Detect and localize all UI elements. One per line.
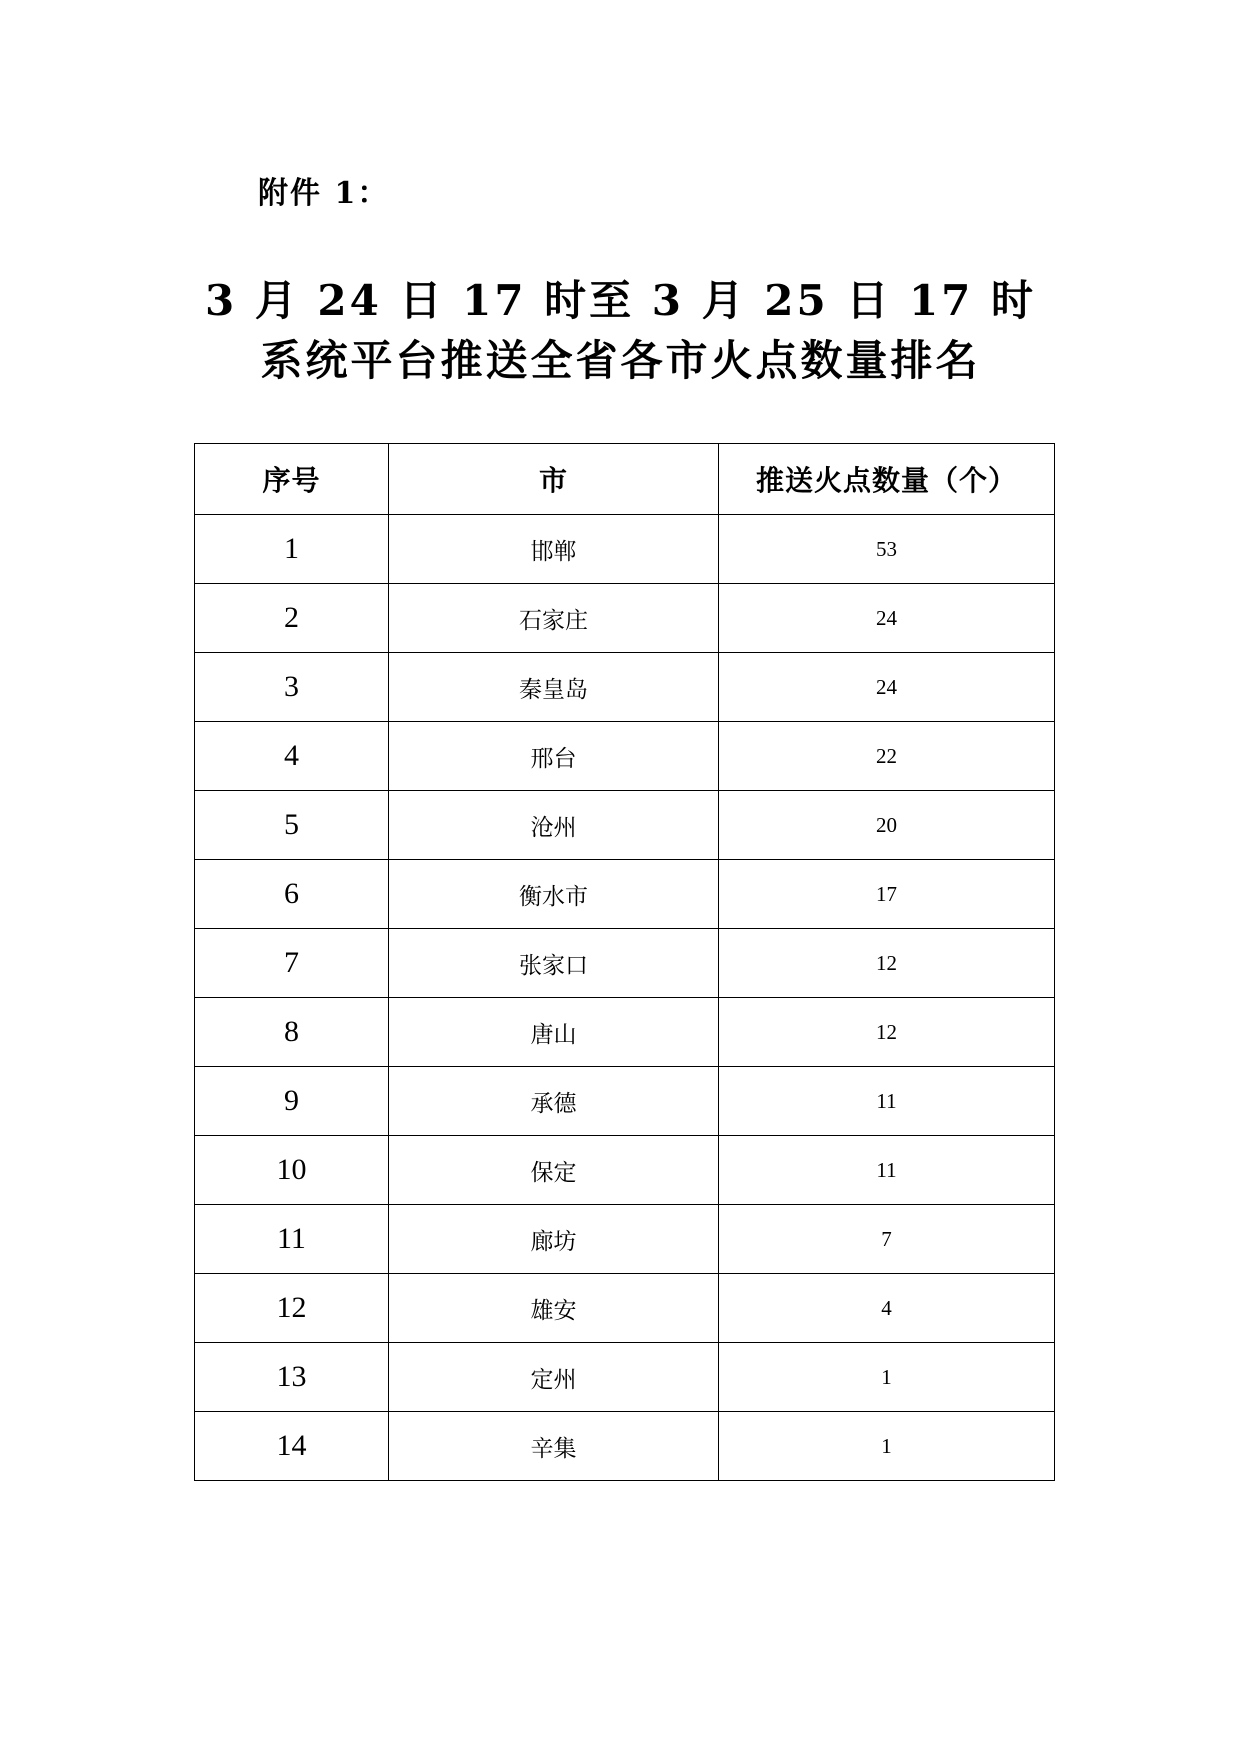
rank-cell: 12: [195, 1274, 389, 1343]
count-cell: 1: [719, 1343, 1055, 1412]
city-cell: 承德: [389, 1067, 719, 1136]
rank-cell: 1: [195, 515, 389, 584]
count-cell: 11: [719, 1136, 1055, 1205]
city-cell: 定州: [389, 1343, 719, 1412]
city-cell: 石家庄: [389, 584, 719, 653]
table-row: [195, 515, 1055, 584]
header-rank: 序号: [195, 444, 389, 515]
city-cell: 唐山: [389, 998, 719, 1067]
city-cell: 邢台: [389, 722, 719, 791]
count-cell: 7: [719, 1205, 1055, 1274]
table-row: [195, 1136, 1055, 1205]
count-cell: 12: [719, 929, 1055, 998]
attachment-label: 附件 1：: [258, 176, 390, 211]
table-row: [195, 1343, 1055, 1412]
rank-cell: 11: [195, 1205, 389, 1274]
count-cell: 17: [719, 860, 1055, 929]
table-row: [195, 1274, 1055, 1343]
city-cell: 辛集: [389, 1412, 719, 1481]
table-header-row: [195, 444, 1055, 515]
rank-cell: 4: [195, 722, 389, 791]
document-title-line-1: 3 月 24 日 17 时至 3 月 25 日 17 时: [204, 276, 1037, 325]
document-title-line-2: 系统平台推送全省各市火点数量排名: [260, 336, 981, 385]
table-row: [195, 791, 1055, 860]
rank-cell: 13: [195, 1343, 389, 1412]
city-cell: 秦皇岛: [389, 653, 719, 722]
rank-cell: 10: [195, 1136, 389, 1205]
city-cell: 沧州: [389, 791, 719, 860]
rank-cell: 7: [195, 929, 389, 998]
city-cell: 衡水市: [389, 860, 719, 929]
table-row: [195, 998, 1055, 1067]
count-cell: 4: [719, 1274, 1055, 1343]
table-row: [195, 653, 1055, 722]
table-row: [195, 860, 1055, 929]
city-cell: 邯郸: [389, 515, 719, 584]
fire-point-ranking-table: [194, 443, 1055, 1481]
count-cell: 24: [719, 584, 1055, 653]
count-cell: 1: [719, 1412, 1055, 1481]
city-cell: 张家口: [389, 929, 719, 998]
count-cell: 22: [719, 722, 1055, 791]
rank-cell: 2: [195, 584, 389, 653]
header-count: 推送火点数量（个）: [719, 444, 1055, 515]
rank-cell: 14: [195, 1412, 389, 1481]
count-cell: 20: [719, 791, 1055, 860]
rank-cell: 6: [195, 860, 389, 929]
rank-cell: 9: [195, 1067, 389, 1136]
table-row: [195, 929, 1055, 998]
count-cell: 11: [719, 1067, 1055, 1136]
rank-cell: 5: [195, 791, 389, 860]
rank-cell: 3: [195, 653, 389, 722]
count-cell: 24: [719, 653, 1055, 722]
table-row: [195, 584, 1055, 653]
table-row: [195, 1412, 1055, 1481]
city-cell: 廊坊: [389, 1205, 719, 1274]
table-row: [195, 1067, 1055, 1136]
table-row: [195, 722, 1055, 791]
table-row: [195, 1205, 1055, 1274]
header-city: 市: [389, 444, 719, 515]
city-cell: 雄安: [389, 1274, 719, 1343]
rank-cell: 8: [195, 998, 389, 1067]
city-cell: 保定: [389, 1136, 719, 1205]
count-cell: 53: [719, 515, 1055, 584]
count-cell: 12: [719, 998, 1055, 1067]
